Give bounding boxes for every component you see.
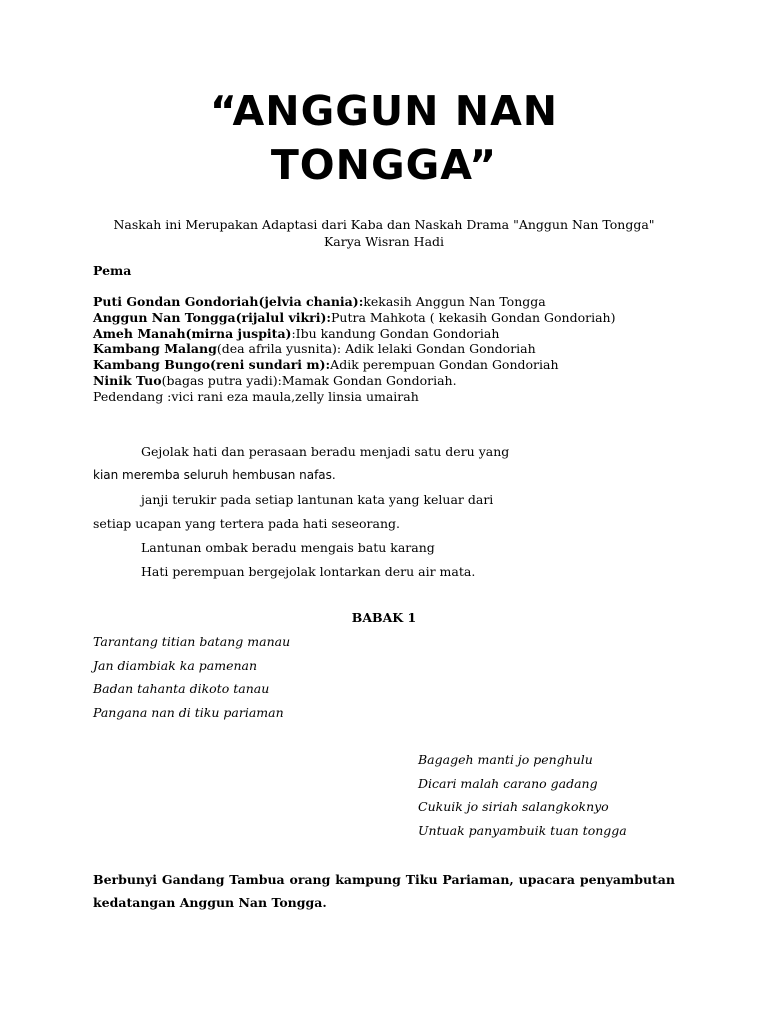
pantun-left: [93, 634, 290, 729]
cast-name: Puti Gondan Gondoriah(jelvia chania):: [93, 294, 364, 309]
title-line-2: TONGGA”: [270, 141, 498, 189]
cast-role: Adik perempuan Gondan Gondoriah: [330, 357, 559, 373]
cast-entry: [93, 341, 616, 357]
cast-entry: [93, 389, 616, 405]
cast-entry: [93, 310, 616, 326]
pantun-line: Tarantang titian batang manau: [93, 634, 291, 649]
cast-entry: [93, 326, 616, 342]
prose-line: kian meremba seluruh hembusan nafas.: [93, 468, 336, 482]
pantun-line: Cukuik jo siriah salangkoknyo: [418, 799, 609, 815]
pantun-line: Untuak panyambuik tuan tongga: [418, 823, 627, 839]
act-heading: BABAK 1: [351, 610, 417, 625]
prose-line: setiap ucapan yang tertera pada hati seseorang.: [93, 516, 400, 531]
cast-name: Ameh Manah(mirna juspita): [93, 325, 292, 341]
pantun-right: [418, 752, 627, 847]
prose-line: janji terukir pada setiap lantunan kata yang keluar dari: [141, 492, 494, 507]
cast-name: Kambang Bungo(reni sundari m):: [93, 357, 331, 373]
pantun-line: Dicari malah carano gadang: [418, 775, 598, 791]
cast-entry: [93, 357, 616, 373]
prose-line: Hati perempuan bergejolak lontarkan deru air mata.: [141, 564, 476, 579]
cast-name: Anggun Nan Tongga(rijalul vikri):: [93, 309, 331, 325]
cast-entry: [93, 294, 616, 310]
prose-line: Lantunan ombak beradu mengais batu karang: [141, 540, 435, 555]
stage-direction: Berbunyi Gandang Tambua orang kampung Tiku Pariaman, upacara penyambutan kedatangan Anggun Nan Tongga.: [93, 872, 675, 910]
cast-role: Putra Mahkota ( kekasih Gondan Gondoriah): [330, 309, 616, 325]
pantun-line: Bagageh manti jo penghulu: [418, 752, 593, 767]
document-title: [0, 84, 768, 192]
pantun-line: Pangana nan di tiku pariaman: [93, 705, 284, 721]
cast-list: [93, 294, 616, 405]
title-line-1: “ANGGUN NAN: [209, 87, 559, 135]
cast-name: Kambang Malang: [93, 341, 217, 357]
cast-role: (bagas putra yadi):Mamak Gondan Gondoriah.: [161, 372, 457, 388]
cast-role: (dea afrila yusnita): Adik lelaki Gondan Gondoriah: [216, 341, 536, 357]
pantun-line: Jan diambiak ka pamenan: [93, 657, 258, 673]
prose-line: Gejolak hati dan perasaan beradu menjadi satu deru yang: [141, 444, 510, 459]
cast-name: Ninik Tuo: [93, 372, 162, 388]
cast-entry: [93, 373, 616, 389]
cast-role: Pedendang :vici rani eza maula,zelly linsia umairah: [93, 388, 419, 404]
cast-heading: Pema: [93, 263, 132, 278]
cast-role: kekasih Anggun Nan Tongga: [363, 294, 546, 309]
pantun-line: Badan tahanta dikoto tanau: [93, 681, 270, 697]
cast-role: :Ibu kandung Gondan Gondoriah: [291, 325, 500, 341]
document-subtitle: Naskah ini Merupakan Adaptasi dari Kaba dan Naskah Drama "Anggun Nan Tongga" Karya Wisran Hadi: [113, 217, 655, 249]
